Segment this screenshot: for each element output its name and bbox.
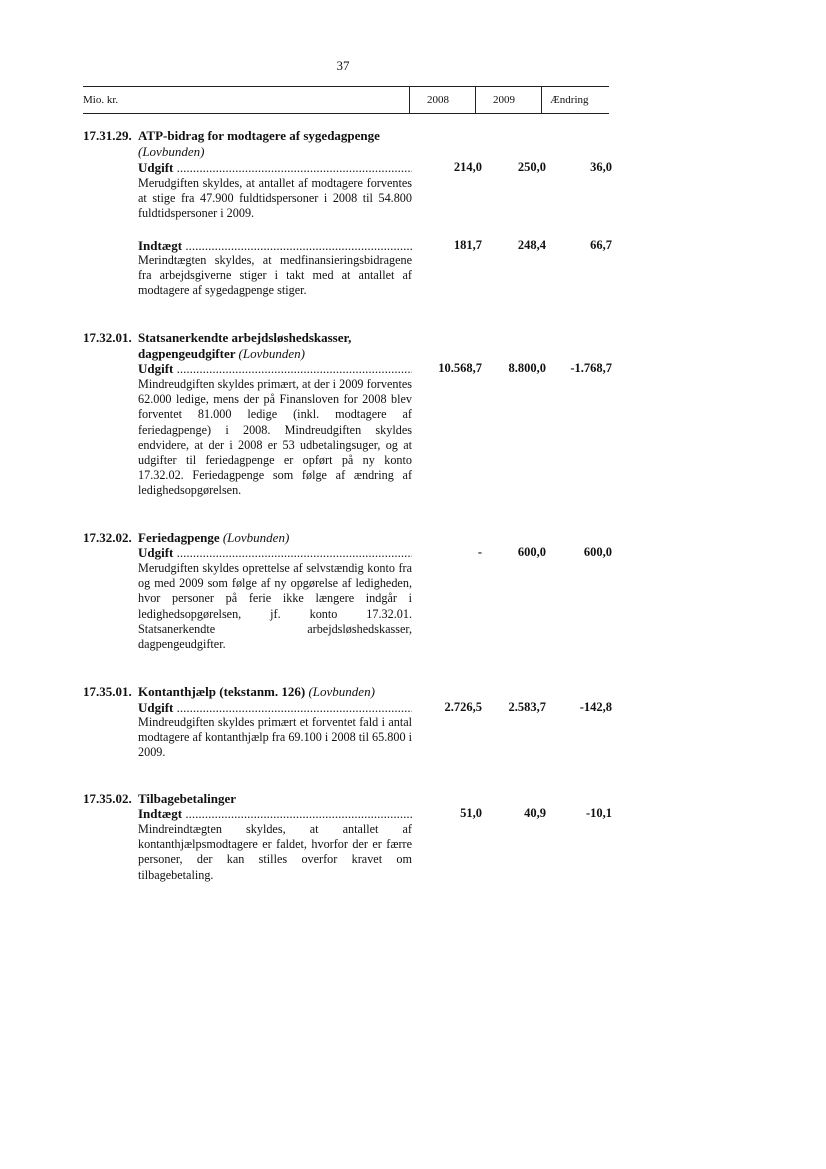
entry-note: (Lovbunden) — [238, 345, 305, 361]
line-description: Merindtægten skyldes, at medfinansieringsbidragene fra arbejdsgiverne stiger i takt med at antallet af modtagere af sygedagpenge stiger. — [138, 253, 412, 298]
column-divider — [541, 87, 542, 113]
value-2008: 10.568,7 — [438, 361, 482, 375]
entry-title — [138, 791, 412, 807]
value-change: -10,1 — [585, 806, 612, 820]
line-label-udgift: Udgift ..... — [138, 545, 412, 561]
line-description: Merudgiften skyldes oprettelse af selvstændig konto fra og med 2009 som følge af ny opgørelse af ledigheden, hvor personer på ferie ikke længere indgår i ledighedsopgørelsen, jf. konto 17.32.01. Statsanerkendte arbejdsløshedskasser, dagpengeudgifter. — [138, 561, 412, 652]
line-description: Mindreudgiften skyldes primært, at der i 2009 forventes 62.000 ledige, mens der på Finansloven for 2008 blev forventet 81.000 ledige (inkl. modtagere af feriedagpenge) i 2008. Mindreudgiften skyldes endvidere, at der i 2008 er 53 udbetalingsuger, og at udgifter til feriedagpenge er opført på ny konto 17.32.02. Feriedagpenge som følge af ændring af ledighedsopgørelsen. — [138, 377, 412, 498]
line-label-udgift: Udgift ..... — [138, 361, 412, 377]
line-label-udgift: Udgift ..... — [138, 160, 412, 176]
value-2008: 214,0 — [453, 160, 482, 174]
value-change: 36,0 — [590, 160, 612, 174]
entry-title-text: Tilbagebetalinger — [138, 791, 236, 806]
value-change: 66,7 — [590, 238, 612, 252]
entry-title — [138, 330, 412, 361]
entry-title — [138, 684, 412, 700]
column-divider — [409, 87, 410, 113]
entry-title-text: Statsanerkendte arbejdsløshedskasser, dagpengeudgifter — [138, 330, 352, 361]
entry-code: 17.32.02. — [83, 530, 132, 545]
page-number: 37 — [336, 58, 350, 73]
value-2009: 250,0 — [517, 160, 546, 174]
entry-title-text: ATP-bidrag for modtagere af sygedagpenge — [138, 128, 380, 143]
entry-code: 17.35.02. — [83, 791, 132, 806]
value-2009: 2.583,7 — [508, 700, 546, 714]
value-2009: 40,9 — [524, 806, 546, 820]
entry-note: (Lovbunden) — [222, 530, 290, 545]
line-label-indtaegt: Indtægt ..... — [138, 806, 412, 822]
entry-note: (Lovbunden) — [138, 143, 205, 159]
value-2008: - — [477, 545, 482, 559]
header-top-rule — [83, 86, 609, 87]
entry-code: 17.31.29. — [83, 128, 132, 143]
value-2008: 51,0 — [460, 806, 482, 820]
column-header-2009: 2009 — [493, 94, 515, 106]
column-header-change: Ændring — [550, 94, 589, 106]
column-header-2008: 2008 — [427, 94, 449, 106]
column-divider — [475, 87, 476, 113]
entry-code: 17.32.01. — [83, 330, 132, 345]
line-label-indtaegt: Indtægt ..... — [138, 238, 412, 254]
entry-code: 17.35.01. — [83, 684, 132, 699]
value-2009: 8.800,0 — [508, 361, 546, 375]
value-2008: 181,7 — [453, 238, 482, 252]
entry-title-text: Feriedagpenge — [138, 530, 220, 545]
entry-title-text: Kontanthjælp (tekstanm. 126) — [138, 684, 306, 699]
entry-note: (Lovbunden) — [308, 684, 375, 699]
value-change: -142,8 — [579, 700, 612, 714]
value-2008: 2.726,5 — [444, 700, 482, 714]
value-2009: 248,4 — [517, 238, 546, 252]
value-change: -1.768,7 — [570, 361, 612, 375]
line-description: Mindreindtægten skyldes, at antallet af kontanthjælpsmodtagere er faldet, hvorfor der er færre personer, der kan stilles overfor kravet om tilbagebetaling. — [138, 822, 412, 882]
value-change: 600,0 — [583, 545, 612, 559]
line-label-udgift: Udgift ..... — [138, 700, 412, 716]
line-description: Merudgiften skyldes, at antallet af modtagere forventes at stige fra 47.900 fuldtidspersoner i 2008 til 54.800 fuldtidspersoner i 2009. — [138, 176, 412, 221]
header-bottom-rule — [83, 113, 609, 114]
unit-label: Mio. kr. — [83, 94, 119, 106]
line-description: Mindreudgiften skyldes primært et forventet fald i antal modtagere af kontanthjælp fra 69.100 i 2008 til 65.800 i 2009. — [138, 715, 412, 760]
entry-title — [138, 128, 412, 159]
value-2009: 600,0 — [517, 545, 546, 559]
entry-title — [138, 530, 412, 546]
